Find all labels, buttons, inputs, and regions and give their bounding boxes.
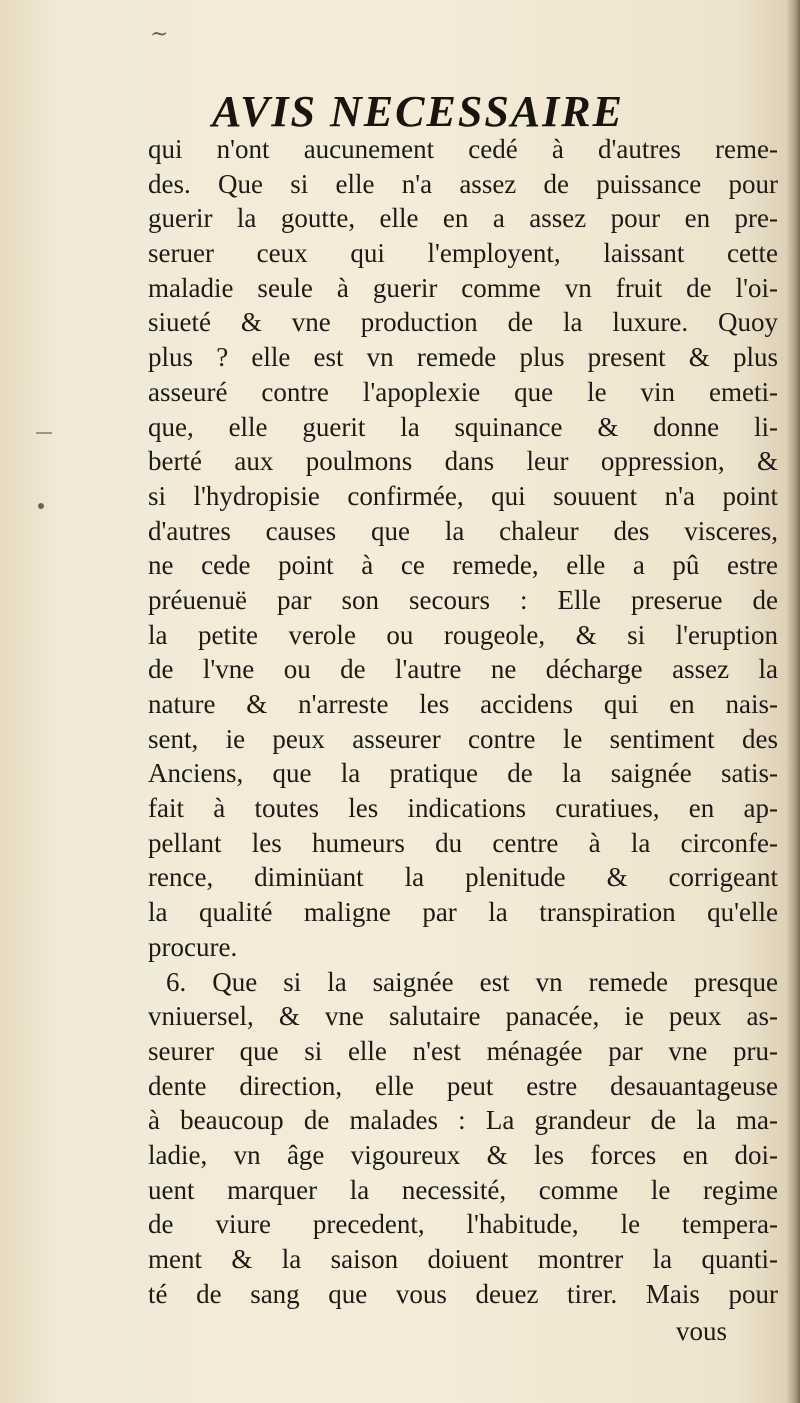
body-text [148, 132, 778, 1311]
text-line: ne cede point à ce remede, elle a pû estre [148, 550, 778, 581]
text-line: plus ? elle est vn remede plus present & plus [148, 342, 778, 373]
top-mark: ~ [150, 22, 169, 47]
text-line: procure. [148, 931, 238, 962]
text-line: rence, diminüant la plenitude & corrigeant [148, 862, 778, 893]
text-line: sent, ie peux asseurer contre le sentiment des [148, 723, 778, 754]
text-line: seruer ceux qui l'employent, laissant cette [148, 238, 778, 269]
text-line: berté aux poulmons dans leur oppression, & [148, 446, 778, 477]
text-line: Anciens, que la pratique de la saignée satis- [148, 758, 778, 789]
text-line: des. Que si elle n'a assez de puissance pour [148, 168, 778, 199]
running-head: AVIS NECESSAIRE [212, 87, 624, 136]
text-line: uent marquer la necessité, comme le regime [148, 1174, 778, 1205]
text-line: la qualité maligne par la transpiration qu'elle [148, 897, 778, 928]
text-line: 6. Que si la saignée est vn remede presque [166, 966, 778, 997]
text-line: maladie seule à guerir comme vn fruit de l'oi- [148, 272, 778, 303]
text-line: pellant les humeurs du centre à la circonfe- [148, 827, 778, 858]
text-line: si l'hydropisie confirmée, qui souuent n'a point [148, 480, 778, 511]
text-line: la petite verole ou rougeole, & si l'eruption [148, 619, 778, 650]
text-line: de l'vne ou de l'autre ne décharge assez la [148, 654, 778, 685]
text-line: de viure precedent, l'habitude, le tempera- [148, 1209, 778, 1240]
text-line: guerir la goutte, elle en a assez pour en pre- [148, 203, 778, 234]
text-line: asseuré contre l'apoplexie que le vin emeti- [148, 376, 778, 407]
text-line: dente direction, elle peut estre desauantageuse [148, 1070, 778, 1101]
catchword: vous [676, 1316, 728, 1346]
text-line: siueté & vne production de la luxure. Quoy [148, 307, 778, 338]
margin-mark [36, 432, 52, 434]
text-line: ladie, vn âge vigoureux & les forces en doi- [148, 1139, 778, 1170]
text-line: seurer que si elle n'est ménagée par vne pru- [148, 1035, 778, 1066]
text-line: nature & n'arreste les accidens qui en nais- [148, 689, 778, 719]
text-line: préuenuë par son secours : Elle preserue de [148, 584, 778, 615]
page-edge-shadow [786, 0, 800, 1403]
text-line: d'autres causes que la chaleur des visceres, [148, 515, 778, 546]
text-line: que, elle guerit la squinance & donne li- [148, 411, 778, 442]
text-line: fait à toutes les indications curatiues, en ap- [148, 793, 778, 824]
margin-dot [38, 503, 44, 509]
text-line: té de sang que vous deuez tirer. Mais pour [148, 1278, 778, 1309]
text-line: ment & la saison doiuent montrer la quanti- [148, 1244, 778, 1274]
text-line: à beaucoup de malades : La grandeur de la ma- [148, 1105, 778, 1136]
text-line: vniuersel, & vne salutaire panacée, ie peux as- [148, 1001, 778, 1032]
text-line: qui n'ont aucunement cedé à d'autres reme- [148, 134, 778, 164]
